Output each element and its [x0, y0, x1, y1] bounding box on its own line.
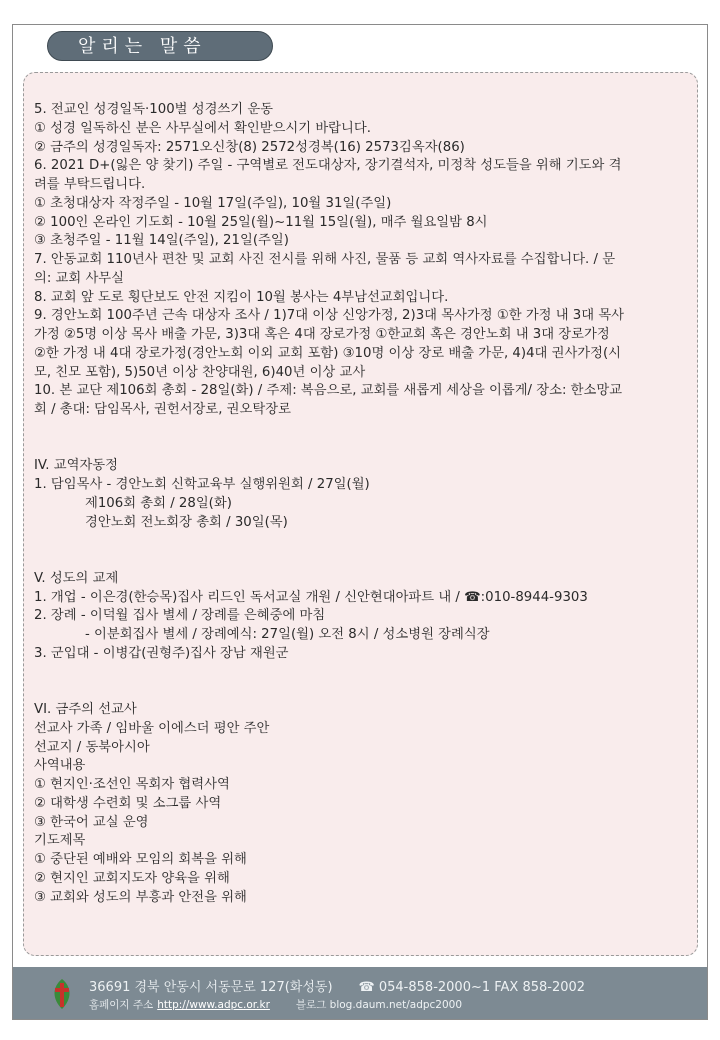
notice-line: 려를 부탁드립니다. [34, 177, 146, 192]
notice-line: 사역내용 [34, 758, 86, 774]
notice-line: 경안노회 전노회장 총회 / 30일(목) [85, 514, 288, 530]
notice-line: 회 / 총대: 담임목사, 권헌서장로, 권오탁장로 [34, 402, 291, 417]
notice-line: 가정 ②5명 이상 목사 배출 가문, 3)3대 혹은 4대 장로가정 ①한교회 혹은 경안노회 내 3대 장로가정 [34, 327, 610, 342]
homepage-link[interactable]: http://www.adpc.or.kr [157, 999, 270, 1011]
notice-line: ② 100인 온라인 기도회 - 10월 25일(월)~11월 15일(월), 매주 월요일밤 8시 [34, 214, 488, 230]
homepage-label: 홈페이지 주소 [89, 999, 154, 1011]
notice-line: ① 현지인·조선인 목회자 협력사역 [34, 777, 230, 792]
notice-line: 선교지 / 동북아시아 [34, 739, 150, 755]
church-logo-icon [49, 977, 75, 1011]
notice-line: 선교사 가족 / 임바울 이에스더 평안 주안 [34, 720, 270, 736]
notice-line: ③ 한국어 교실 운영 [34, 814, 149, 830]
notice-line: 3. 군입대 - 이병갑(권형주)집사 장남 재원군 [34, 645, 289, 661]
notice-line: 1. 개업 - 이은경(한승목)집사 리드인 독서교실 개원 / 신안현대아파트 내 / ☎:010-8944-9303 [34, 589, 588, 605]
notice-line: 의: 교회 사무실 [34, 270, 125, 286]
notice-line: ② 금주의 성경일독자: 2571오신창(8) 2572성경복(16) 2573김옥자(86) [34, 139, 465, 155]
notice-line: 5. 전교인 성경일독·100벌 성경쓰기 운동 [34, 102, 274, 117]
notice-line: 10. 본 교단 제106회 총회 - 28일(화) / 주제: 복음으로, 교회를 새롭게 세상을 이롭게/ 장소: 한소망교 [34, 383, 623, 399]
notice-line: 7. 안동교회 110년사 편찬 및 교회 사진 전시를 위해 사진, 물품 등 교회 역사자료를 수집합니다. / 문 [34, 252, 616, 267]
page-title: 알리는 말씀 [47, 31, 273, 61]
blog-address: 블로그 blog.daum.net/adpc2000 [295, 999, 463, 1011]
notice-line: 8. 교회 앞 도로 횡단보도 안전 지킴이 10월 봉사는 4부남선교회입니다. [34, 289, 449, 305]
notice-line: ① 중단된 예배와 모임의 회복을 위해 [34, 852, 247, 867]
footer-phone: ☎ 054-858-2000~1 FAX 858-2002 [358, 980, 586, 995]
section-heading: V. 성도의 교제 [34, 570, 119, 586]
notice-line: ① 초청대상자 작정주일 - 10월 17일(주일), 10월 31일(주일) [34, 195, 392, 211]
footer-bar [13, 967, 707, 1019]
footer-web-line [89, 997, 462, 1012]
notice-line: 모, 친모 포함), 5)50년 이상 찬양대원, 6)40년 이상 교사 [34, 364, 366, 380]
notice-line: 기도제목 [34, 833, 86, 849]
notice-line: ②한 가정 내 4대 장로가정(경안노회 이외 교회 포함) ③10명 이상 장로 배출 가문, 4)4대 권사가정(시 [34, 345, 622, 361]
section-missionary [34, 701, 694, 907]
notice-line: ③ 교회와 성도의 부흥과 안전을 위해 [34, 889, 247, 905]
notice-line: ② 현지인 교회지도자 양육을 위해 [34, 870, 230, 886]
section-heading: IV. 교역자동정 [34, 458, 118, 474]
section-announcements [34, 101, 694, 420]
notice-line: 2. 장례 - 이덕월 집사 별세 / 장례를 은혜중에 마침 [34, 608, 326, 624]
section-fellowship [34, 570, 694, 664]
notice-line: 9. 경안노회 100주년 근속 대상자 조사 / 1)7대 이상 신앙가정, 2)3대 목사가정 ①한 가정 내 3대 목사 [34, 308, 625, 324]
notice-line: 제106회 총회 / 28일(화) [85, 495, 232, 511]
notice-line: ③ 초청주일 - 11월 14일(주일), 21일(주일) [34, 233, 289, 249]
footer-contact-line [89, 976, 585, 995]
section-ministers [34, 457, 694, 532]
footer-address: 36691 경북 안동시 서동문로 127(화성동) [89, 980, 333, 995]
notice-line: 6. 2021 D+(잃은 양 찾기) 주일 - 구역별로 전도대상자, 장기결석자, 미정착 성도들을 위해 기도와 격 [34, 158, 622, 174]
notice-line: ① 성경 일독하신 분은 사무실에서 확인받으시기 바랍니다. [34, 120, 371, 136]
section-heading: VI. 금주의 선교사 [34, 702, 137, 717]
notice-content [34, 101, 694, 907]
notice-line: ② 대학생 수련회 및 소그룹 사역 [34, 795, 222, 811]
notice-line: - 이분회집사 별세 / 장례예식: 27일(월) 오전 8시 / 성소병원 장례식장 [85, 627, 490, 642]
notice-line: 1. 담임목사 - 경안노회 신학교육부 실행위원회 / 27일(월) [34, 477, 370, 492]
